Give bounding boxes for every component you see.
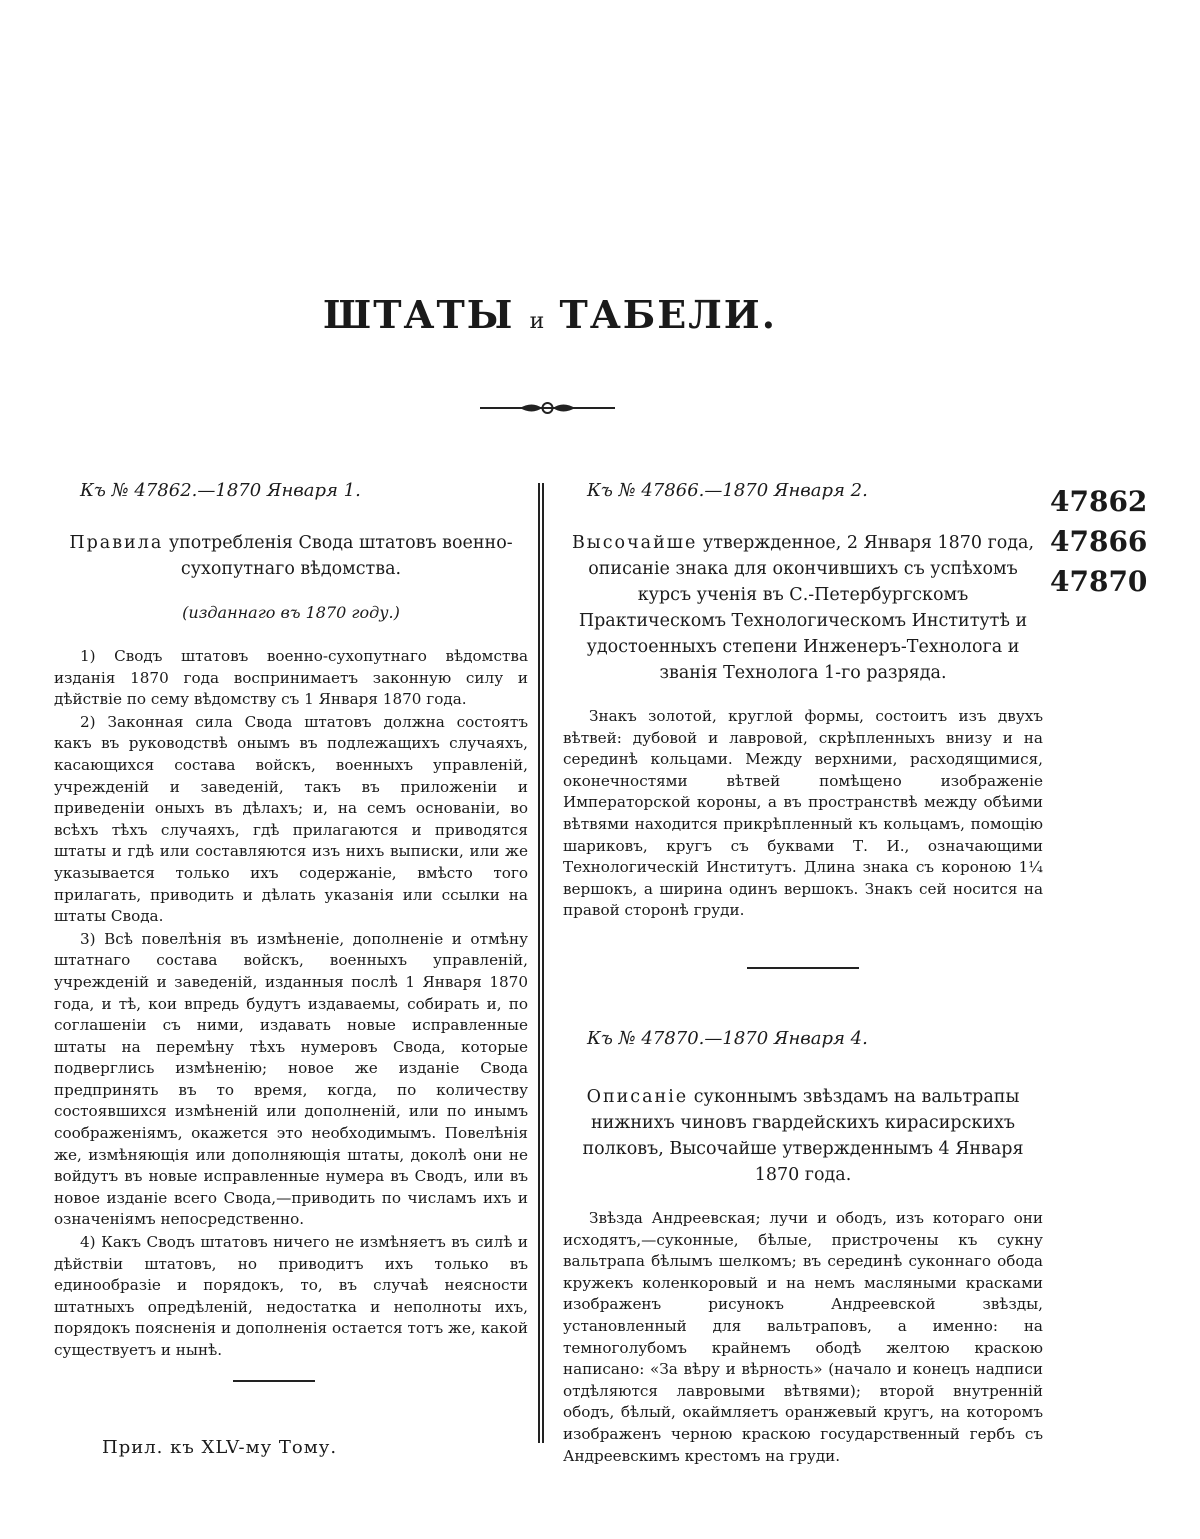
section-heading: Къ № 47870.—1870 Января 4. — [587, 1028, 868, 1049]
margin-number: 47866 — [1050, 525, 1148, 558]
paragraph: 1) Сводъ штатовъ военно-сухопутнаго вѣдомства изданія 1870 года воспринимаетъ законную силу и дѣйствіе по сему вѣдомству съ 1 Января 1870 года. — [54, 647, 528, 709]
left-column — [54, 478, 528, 1363]
margin-numbers — [1050, 482, 1150, 602]
title-ornament-icon — [480, 398, 615, 418]
margin-number: 47862 — [1050, 485, 1148, 518]
margin-number: 47870 — [1050, 565, 1148, 598]
paragraph: 4) Какъ Сводъ штатовъ ничего не измѣняетъ въ силѣ и дѣйствіи штатовъ, но приводитъ ихъ только въ единообразіе и порядокъ, то, въ случаѣ неясности штатныхъ опредѣленій, недостатка и неполноты ихъ, порядокъ поясненія и дополненія остается тотъ же, какой существуетъ и нынѣ. — [54, 1233, 528, 1359]
section-title: Описаніе суконнымъ звѣздамъ на вальтрапы нижнихъ чиновъ гвардейскихъ кирасирскихъ полковъ, Высочайше утвержденнымъ 4 Января 1870 года. — [582, 1087, 1024, 1185]
paragraph: 2) Законная сила Свода штатовъ должна состоятъ какъ въ руководствѣ онымъ въ подлежащихъ случаяхъ, касающихся состава войскъ, военныхъ управленій, учрежденій и заведеній, такъ въ приложеніи и приведеніи оныхъ въ дѣлахъ; и, на семъ основаніи, во всѣхъ тѣхъ случаяхъ, гдѣ прилагаются и приводятся штаты и гдѣ или составляются изъ нихъ выписки, или же указывается только ихъ содержаніе, вмѣсто того прилагать, приводить и дѣлать указанія или ссылки на штаты Свода. — [54, 712, 528, 926]
page-footer: Прил. къ XLV-му Тому. — [102, 1437, 338, 1458]
page-title: ШТАТЫ и ТАБЕЛИ. — [323, 292, 777, 337]
section-heading: Къ № 47866.—1870 Января 2. — [587, 480, 868, 501]
column-divider — [538, 483, 544, 1443]
right-column — [563, 478, 1043, 923]
paragraph: Знакъ золотой, круглой формы, состоитъ изъ двухъ вѣтвей: дубовой и лавровой, скрѣпленныхъ внизу и на серединѣ кольцами. Между верхними, расходящимися, оконечностями вѣтвей помѣщено изображеніе Императорской короны, а въ пространствѣ между обѣими вѣтвями находится прикрѣпленный къ кольцамъ, помощію шариковъ, кругъ съ буквами Т. И., означающими Технологическій Институтъ. Длина знака съ короною 1¼ вершокъ, а ширина одинъ вершокъ. Знакъ сей носится на правой сторонѣ груди. — [563, 707, 1043, 920]
section-title: Правила употребленія Свода штатовъ военно-сухопутнаго вѣдомства. — [69, 533, 513, 579]
section-rule — [747, 967, 859, 969]
section-rule — [233, 1380, 315, 1382]
paragraph: Звѣзда Андреевская; лучи и ободъ, изъ котораго они исходятъ,—суконные, бѣлые, пристрочены къ сукну вальтрапа бѣлымъ шелкомъ; въ серединѣ суконнаго обода кружекъ коленкоровый и на немъ масляными красками изображенъ рисунокъ Андреевской звѣзды, установленный для вальтраповъ, а именно: на темноголубомъ крайнемъ ободѣ желтою краскою написано: «За вѣру и вѣрность» (начало и конецъ надписи отдѣляются лавровыми вѣтвями); второй внутренній ободъ, бѣлый, окаймляетъ оранжевый кругъ, на которомъ изображенъ черною краскою государственный гербъ съ Андреевскимъ крестомъ на груди. — [563, 1209, 1043, 1465]
paragraph: 3) Всѣ повелѣнія въ измѣненіе, дополненіе и отмѣну штатнаго состава войскъ, военныхъ управленій, учрежденій и заведеній, изданныя послѣ 1 Января 1870 года, и тѣ, кои впредь будутъ издаваемы, собирать и, по соглашеніи съ ними, издавать новые исправленные штаты на перемѣну тѣхъ нумеровъ Свода, которые подверглись измѣненію; новое же изданіе Свода предпринять въ то время, когда, по количеству состоявшихся измѣненій или дополненій, или по инымъ соображеніямъ, окажется это необходимымъ. Повелѣнія же, измѣняющія или дополняющія штаты, доколѣ они не войдутъ въ новые исправленные нумера въ Сводъ, или въ новое изданіе всего Свода,—приводить по числамъ ихъ и означеніямъ непосредственно. — [54, 929, 528, 1229]
section-subtitle: (изданнаго въ 1870 году.) — [182, 603, 400, 622]
right-column-second-section — [563, 1084, 1043, 1468]
section-heading: Къ № 47862.—1870 Января 1. — [80, 480, 361, 501]
section-title: Высочайше утвержденное, 2 Января 1870 года, описаніе знака для окончившихъ съ успѣхомъ курсъ ученія въ С.-Петербургскомъ Практическомъ Технологическомъ Институтѣ и удостоенныхъ степени Инженеръ-Технолога и званія Технолога 1-го разряда. — [571, 533, 1035, 683]
